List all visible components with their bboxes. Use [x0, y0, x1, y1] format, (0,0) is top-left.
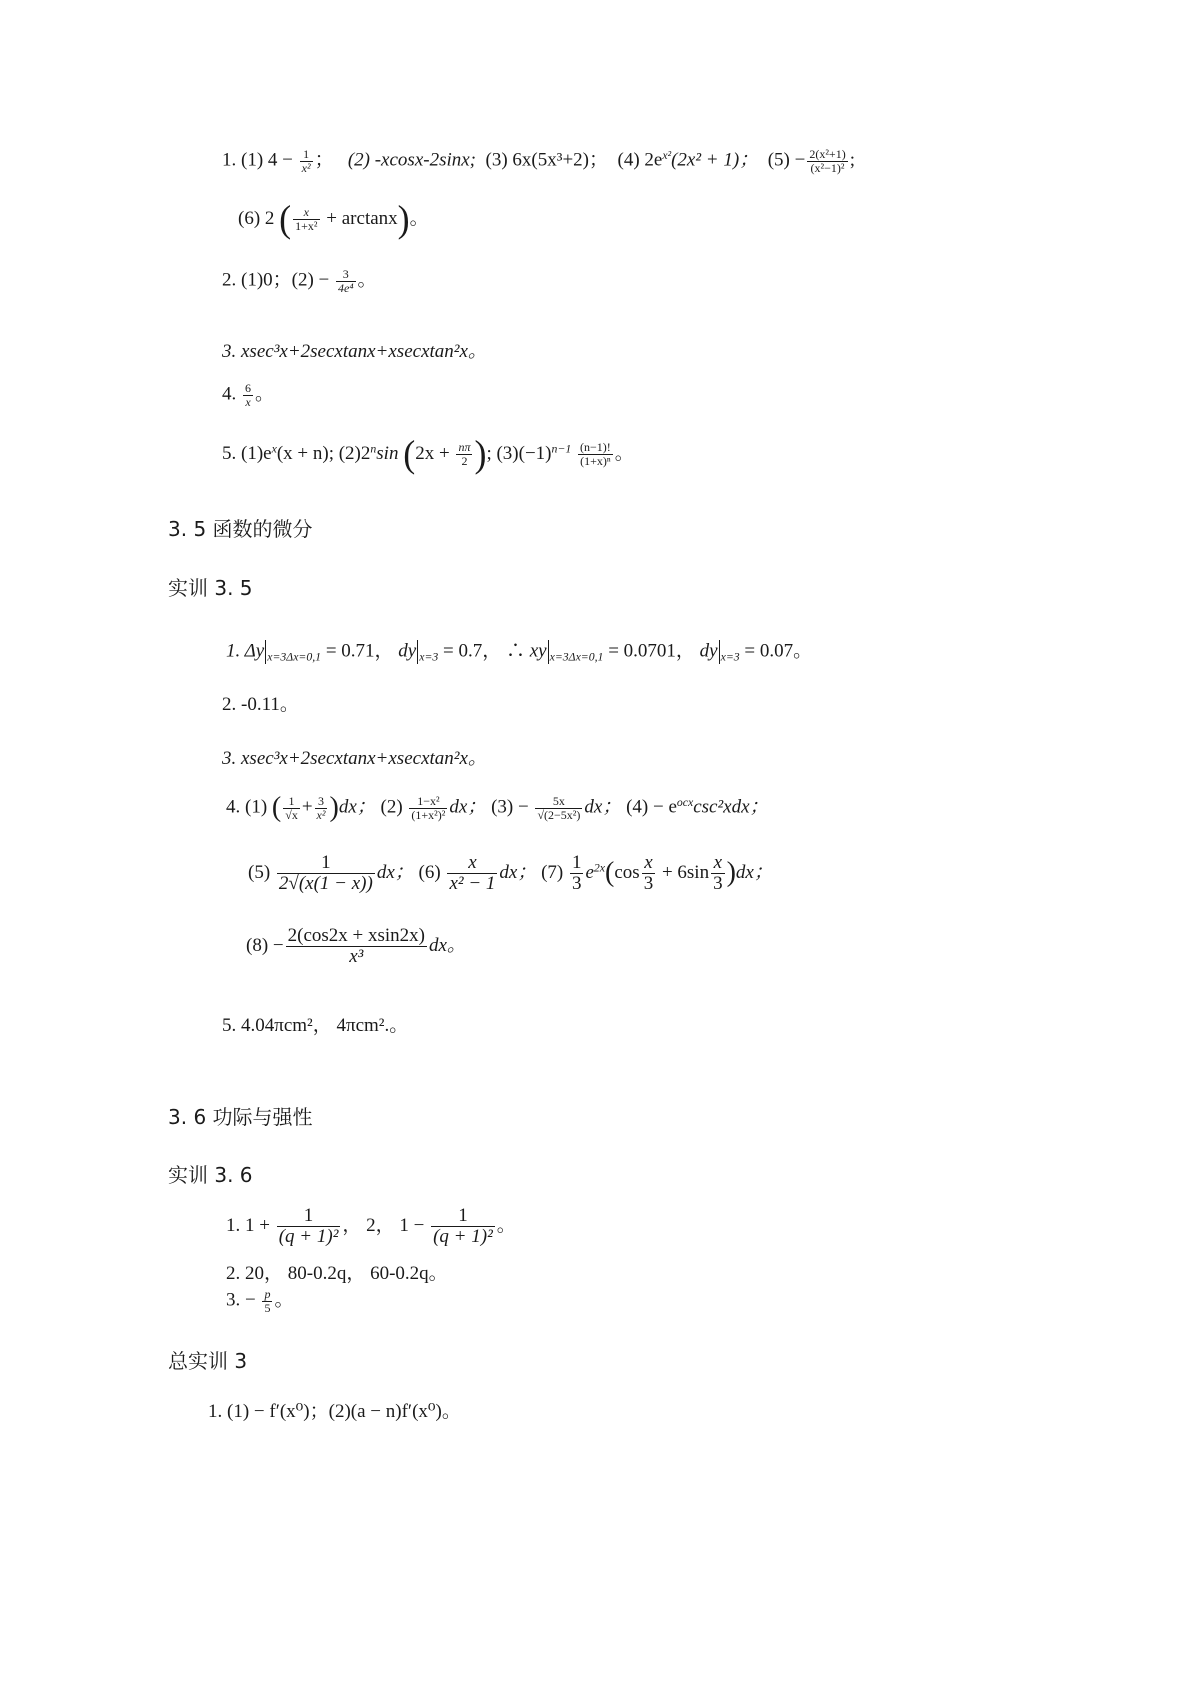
s34-q4: 4. $\frac{6}{x}$ 。 [222, 381, 275, 409]
fraction: $\frac{1}{\text{(q + 1)²}}$ [278, 1205, 339, 1247]
fraction: $\frac{1}{\text{x²}}$ [301, 147, 311, 175]
s36-q1: 1. 1 + $\frac{1}{\text{(q + 1)²}}$ ， 2， 1 − $\frac{1}{\text{(q + 1)²}}$ 。 [226, 1205, 516, 1247]
s35-q4-line2: (5) $\frac{1}{2√(x(1 - x))}$ dx； (6) $\frac{x}{\text{x² − 1}}$ dx； (7) $\frac{1}{3}$ $e^{2x}(\cos$ $\frac{x}{3}$ + 6sin $\frac{x}{3}$ )dx； [248, 852, 773, 894]
fraction: $\frac{1}{2√(x(1 - x))}$ [278, 852, 373, 894]
fraction: $\frac{\text{2(x²+1)}}{\text{(x²−1)²}}$ [809, 147, 846, 175]
fraction: $\frac{x}{\text{1+x²}}$ [295, 205, 318, 233]
practice-heading-3-5: 实训 3. 5 [168, 576, 253, 600]
s34-q3: 3. xsec³x+2secxtanx+xsecxtan²x。 [222, 341, 487, 362]
s36-q2: 2. 20， 80-0.2q， 60-0.2q。 [226, 1263, 448, 1284]
fraction: $\frac{6}{x}$ [245, 381, 251, 409]
s34-q5: 5. $(1)e^x(x + n)$; (2)2$^n$sin (2x + $\frac{n\pi}{2}$ ); $(3)(-1)^{n-1}$ $\frac{(n-1)!}{\text{(1+x)ⁿ}}$ 。 [222, 432, 634, 475]
s35-q2: 2. -0.11。 [222, 694, 299, 715]
fraction: $\frac{3}{\text{x²}}$ [316, 794, 326, 822]
fraction: $\frac{1}{3}$ [571, 852, 582, 894]
s36-q3: 3. − $\frac{p}{5}$ 。 [226, 1287, 294, 1315]
summary-heading: 总实训 3 [168, 1349, 248, 1373]
summary-q1: 1. (1) − f′(x⁰)；(2)(a − n)f′(x⁰)。 [208, 1401, 461, 1422]
s34-q1-line2: (6) 2 ( $\frac{x}{\text{1+x²}}$ + arctanx)。 [238, 197, 429, 240]
s34-q2: 2. (1)0；(2) − $\frac{3}{\text{4e⁴}}$ 。 [222, 267, 377, 295]
section-heading-3-6: 3. 6 功际与强性 [168, 1105, 313, 1129]
s35-q4-line1: 4. (1) ( $\frac{1}{√x}$ + $\frac{3}{\text{x²}}$ )dx； (2) $\frac{\text{1−x²}}{\text{(1+x²)²}}$ dx； (3) − $\frac{5x}{\text{√(2−5x²)}}$ dx； $(4) - e^{ocx}\csc^2xdx$； [226, 791, 769, 823]
practice-heading-3-6: 实训 3. 6 [168, 1163, 253, 1187]
fraction: $\frac{x}{3}$ [713, 852, 723, 894]
fraction: $\frac{5x}{\text{√(2−5x²)}}$ [537, 794, 581, 822]
fraction: $\frac{1}{\text{(q + 1)²}}$ [433, 1205, 493, 1247]
fraction: $\frac{\text{1−x²}}{\text{(1+x²)²}}$ [411, 794, 446, 822]
s35-q4-line3: (8) − $\frac{2(\cos 2x + xsin2x)}{\text{x³}}$ dx。 [246, 925, 466, 967]
section-heading-3-5: 3. 5 函数的微分 [168, 517, 313, 541]
fraction: $\frac{p}{5}$ [264, 1287, 271, 1315]
s35-q3: 3. xsec³x+2secxtanx+xsecxtan²x。 [222, 748, 487, 769]
fraction: $\frac{3}{\text{4e⁴}}$ [338, 267, 354, 295]
fraction: $\frac{x}{\text{x² − 1}}$ [449, 852, 496, 894]
fraction: $\frac{1}{√x}$ [285, 794, 298, 822]
s34-q1-line1: 1. (1) 4 − $\frac{1}{\text{x²}}$ ； (2) -xcosx-2sinx; (3) 6x(5x³+2)； (4) $2e^{x^2}(2x^2 + 1)$； (5) − $\frac{\text{2(x²+1)}}{\text{(x²−1)²}}$ ; [222, 147, 855, 175]
fraction: $\frac{n\pi}{2}$ [458, 440, 471, 468]
fraction: $\frac{x}{3}$ [643, 852, 654, 894]
fraction: $\frac{(n-1)!}{\text{(1+x)ⁿ}}$ [579, 440, 611, 468]
s35-q1: 1. Δy $_{x=3\Delta x=0,1}$ = 0.71， dy $_{x=3}$ = 0.7， ∴ xy $_{x=3\Delta x=0,1}$ = 0.0701， dy $_{x=3}$ = 0.07。 [226, 640, 813, 664]
fraction: $\frac{2(\cos 2x + xsin2x)}{\text{x³}}$ [287, 925, 425, 967]
s35-q5: 5. 4.04πcm²， 4πcm².。 [222, 1015, 409, 1036]
